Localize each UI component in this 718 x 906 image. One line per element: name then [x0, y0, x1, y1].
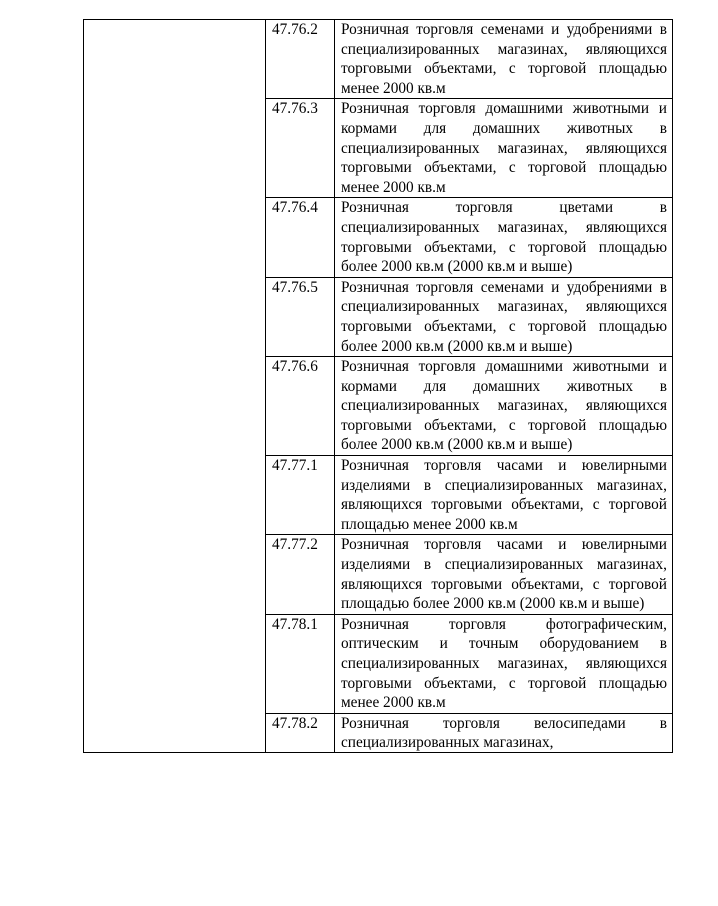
code-cell: 47.76.2 — [266, 20, 335, 99]
description-cell: Розничная торговля фотографическим, оптическим и точным оборудованием в специализированных магазинах, являющихся торговыми объектами, с торговой площадью менее 2000 кв.м — [335, 614, 673, 713]
empty-category-cell — [84, 20, 266, 753]
code-cell: 47.77.1 — [266, 456, 335, 535]
table-row — [84, 20, 673, 99]
code-cell: 47.78.1 — [266, 614, 335, 713]
code-cell: 47.78.2 — [266, 713, 335, 752]
code-cell: 47.77.2 — [266, 535, 335, 614]
description-cell: Розничная торговля домашними животными и кормами для домашних животных в специализированных магазинах, являющихся торговыми объектами, с торговой площадью менее 2000 кв.м — [335, 99, 673, 198]
code-cell: 47.76.6 — [266, 357, 335, 456]
code-cell: 47.76.4 — [266, 198, 335, 277]
description-cell — [335, 713, 673, 752]
description-cell: Розничная торговля семенами и удобрениями в специализированных магазинах, являющихся торговыми объектами, с торговой площадью менее 2000 кв.м — [335, 20, 673, 99]
activity-codes-table — [83, 19, 673, 753]
description-text: Розничная торговля велосипедами в специализированных магазинах, — [341, 714, 667, 752]
description-cell: Розничная торговля домашними животными и кормами для домашних животных в специализированных магазинах, являющихся торговыми объектами, с торговой площадью более 2000 кв.м (2000 кв.м и выше) — [335, 357, 673, 456]
code-cell: 47.76.5 — [266, 277, 335, 356]
description-cell: Розничная торговля часами и ювелирными изделиями в специализированных магазинах, являющихся торговыми объектами, с торговой площадью более 2000 кв.м (2000 кв.м и выше) — [335, 535, 673, 614]
description-cell: Розничная торговля семенами и удобрениями в специализированных магазинах, являющихся торговыми объектами, с торговой площадью более 2000 кв.м (2000 кв.м и выше) — [335, 277, 673, 356]
code-cell: 47.76.3 — [266, 99, 335, 198]
description-cell: Розничная торговля цветами в специализированных магазинах, являющихся торговыми объектами, с торговой площадью более 2000 кв.м (2000 кв.м и выше) — [335, 198, 673, 277]
description-cell: Розничная торговля часами и ювелирными изделиями в специализированных магазинах, являющихся торговыми объектами, с торговой площадью менее 2000 кв.м — [335, 456, 673, 535]
